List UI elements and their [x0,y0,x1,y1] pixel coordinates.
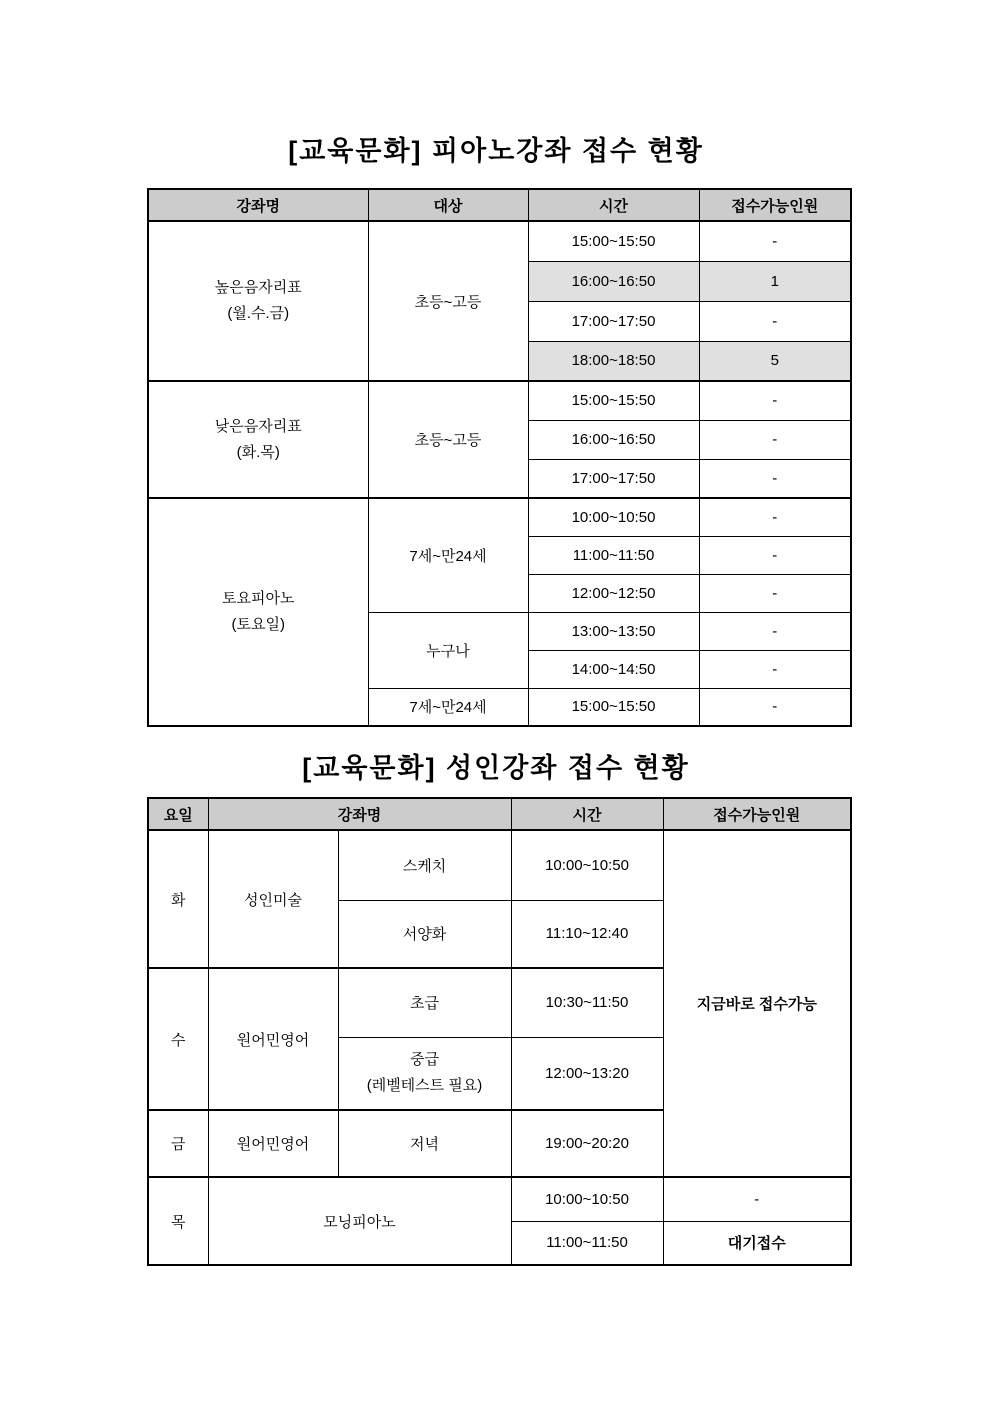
course-name: 낮은음자리표 [214,417,302,435]
target-cell: 초등~고등 [368,381,528,498]
time-cell: 12:00~13:20 [511,1037,663,1110]
column-header-capacity: 접수가능인원 [663,798,851,830]
time-cell: 10:00~10:50 [528,498,699,536]
column-header-day: 요일 [148,798,208,830]
piano-course-title: [교육문화] 피아노강좌 접수 현황 [288,136,704,166]
course-name: 토요피아노 [222,590,295,607]
course-cell: 모닝피아노 [208,1177,511,1265]
day-cell: 목 [148,1177,208,1265]
session-cell [338,1037,511,1110]
table-row [148,498,851,536]
time-cell: 16:00~16:50 [528,261,699,301]
course-cell [148,221,368,381]
course-cell: 성인미술 [208,830,338,968]
capacity-cell: - [699,459,851,498]
capacity-cell: - [699,221,851,261]
session-cell: 저녁 [338,1110,511,1177]
adult-schedule-table [147,797,852,1266]
table-row [148,221,851,261]
capacity-cell: 1 [699,261,851,301]
column-header-course: 강좌명 [208,798,511,830]
day-cell: 화 [148,830,208,968]
column-header-target: 대상 [368,189,528,221]
course-days: (토요일) [231,616,285,633]
capacity-cell: - [663,1177,851,1221]
course-cell: 원어민영어 [208,968,338,1110]
capacity-cell: - [699,420,851,459]
capacity-merged-cell: 지금바로 접수가능 [663,830,851,1177]
piano-schedule-table [147,188,852,727]
session-cell: 스케치 [338,830,511,900]
time-cell: 17:00~17:50 [528,459,699,498]
target-cell: 7세~만24세 [368,498,528,612]
time-cell: 10:00~10:50 [511,830,663,900]
time-cell: 15:00~15:50 [528,381,699,420]
target-cell: 초등~고등 [368,221,528,381]
table-header-row [148,189,851,221]
table-header-row [148,798,851,830]
target-cell: 누구나 [368,612,528,688]
time-cell: 12:00~12:50 [528,574,699,612]
capacity-cell: - [699,536,851,574]
capacity-cell: - [699,574,851,612]
column-header-course: 강좌명 [148,189,368,221]
time-cell: 11:00~11:50 [511,1221,663,1265]
course-name: 높은음자리표 [214,279,302,296]
capacity-cell: - [699,650,851,688]
session-cell: 초급 [338,968,511,1037]
capacity-cell: 대기접수 [663,1221,851,1265]
target-cell: 7세~만24세 [368,688,528,726]
session-name: 중급 [410,1051,439,1069]
capacity-cell: - [699,381,851,420]
table-row [148,830,851,900]
session-note: (레벨테스트 필요) [366,1077,483,1095]
course-cell: 원어민영어 [208,1110,338,1177]
course-cell [148,381,368,498]
time-cell: 15:00~15:50 [528,688,699,726]
time-cell: 15:00~15:50 [528,221,699,261]
time-cell: 10:30~11:50 [511,968,663,1037]
session-cell: 서양화 [338,900,511,968]
time-cell: 11:10~12:40 [511,900,663,968]
capacity-cell: - [699,301,851,341]
time-cell: 13:00~13:50 [528,612,699,650]
course-cell [148,498,368,726]
capacity-cell: 5 [699,341,851,381]
capacity-cell: - [699,498,851,536]
capacity-cell: - [699,688,851,726]
adult-course-title: [교육문화] 성인강좌 접수 현황 [302,753,690,783]
column-header-time: 시간 [528,189,699,221]
time-cell: 17:00~17:50 [528,301,699,341]
time-cell: 10:00~10:50 [511,1177,663,1221]
column-header-time: 시간 [511,798,663,830]
table-row [148,1177,851,1221]
day-cell: 금 [148,1110,208,1177]
time-cell: 18:00~18:50 [528,341,699,381]
time-cell: 11:00~11:50 [528,536,699,574]
time-cell: 19:00~20:20 [511,1110,663,1177]
course-days: (화.목) [236,443,280,461]
day-cell: 수 [148,968,208,1110]
time-cell: 14:00~14:50 [528,650,699,688]
capacity-cell: - [699,612,851,650]
table-row [148,381,851,420]
course-days: (월.수.금) [227,305,290,322]
column-header-capacity: 접수가능인원 [699,189,851,221]
time-cell: 16:00~16:50 [528,420,699,459]
